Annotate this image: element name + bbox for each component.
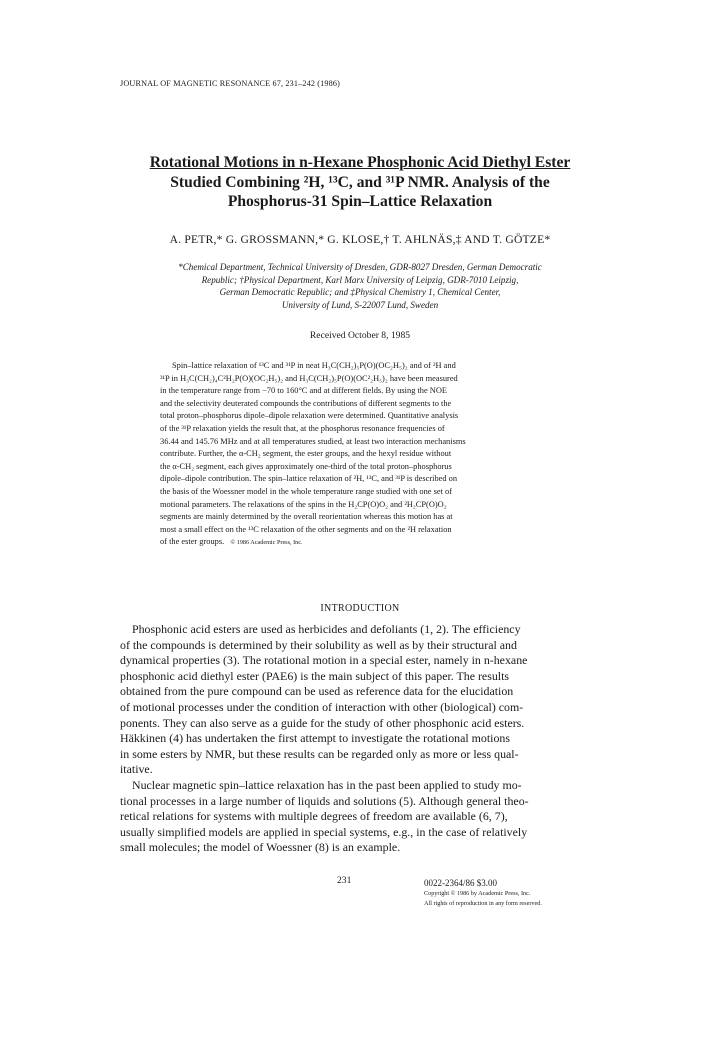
received-date: Received October 8, 1985 [309,330,411,341]
abstract-line: Spin–lattice relaxation of ¹³C and ³¹P in neat H₃C(CH₂)₅P(O)(OC₂H₅)₂ and of ²H and [172,361,456,370]
abstract-line: motional parameters. The relaxations of the spins in the H₂CP(O)O₂ and ²H₂CP(O)O₂ [160,499,447,509]
affiliation-line: *Chemical Department, Technical University of Dresden, GDR-8027 Dresden, German Democratic [178,262,542,272]
title-line: Phosphorus-31 Spin–Lattice Relaxation [227,193,493,210]
body-line: Phosphonic acid esters are used as herbicides and defoliants (1, 2). The efficiency [132,622,521,636]
body-line: in some esters by NMR, but these results can be regarded only as more or less qual- [120,746,519,761]
abstract-line: 36.44 and 145.76 MHz and at all temperatures studied, at least two interaction mechanisms [160,436,466,446]
body-line: dynamical properties (3). The rotational motion in a special ester, namely in n-hexane [120,653,528,668]
abstract-line: and the selectivity deuterated compounds the contributions of different segments to the [160,398,452,408]
body-line: itative. [120,762,153,777]
abstract-line: dipole–dipole contribution. The spin–lattice relaxation of ²H, ¹³C, and ³¹P is described on [160,474,458,484]
page-number: 231 [337,875,352,886]
abstract-line: segments are mainly determined by the overall reorientation whereas this motion has at [160,512,453,522]
abstract-line: contribute. Further, the α-CH₂ segment, the ester groups, and the hexyl residue without [160,449,452,459]
abstract-copyright: © 1986 Academic Press, Inc. [230,539,303,547]
abstract-line: the α-CH₂ segment, each gives approximately one-third of the total proton–phosphorus [160,461,452,471]
section-heading-introduction: INTRODUCTION [320,603,400,614]
abstract [160,360,584,550]
abstract-line: total proton–phosphorus dipole–dipole relaxation were determined. Quantitative analysis [160,411,459,421]
article-title [120,153,600,212]
abstract-line: of the ³¹P relaxation yields the result that, at the phosphorus resonance frequencies of [160,423,445,433]
affiliation-block [110,261,610,311]
abstract-line: ³¹P in H₃C(CH₂)₄C²H₂P(O)(OC₂H₅)₂ and H₃C(CH₂)₅P(O)(OC²₂H₅)₂ have been measured [160,373,458,383]
body-line: phosphonic acid diethyl ester (PAE6) is the main subject of this paper. The results [120,668,510,683]
author-list: A. PETR,* G. GROSSMANN,* G. KLOSE,† T. AHLNÄS,‡ AND T. GÖTZE* [169,233,551,246]
body-line: Häkkinen (4) has undertaken the first attempt to investigate the rotational motions [120,731,510,746]
body-line: obtained from the pure compound can be used as reference data for the elucidation [120,684,514,699]
abstract-line-text: of the ester groups. [160,537,225,547]
body-line: Nuclear magnetic spin–lattice relaxation has in the past been applied to study mo- [132,777,522,792]
body-line: tional processes in a large number of liquids and solutions (5). Although general theo- [120,793,529,808]
footer-copyright: Copyright © 1986 by Academic Press, Inc. [424,890,531,897]
abstract-line: the basis of the Woessner model in the whole temperature range studied with one set of [160,486,452,496]
abstract-line: most a small effect on the ¹³C relaxation of the other segments and on the ²H relaxation [160,524,452,534]
affiliation-line: German Democratic Republic; and ‡Physical Chemistry 1, Chemical Center, [219,287,501,298]
publication-footer [424,877,542,909]
body-line: small molecules; the model of Woessner (8) is an example. [120,840,401,855]
body-line: retical relations for systems with multiple degrees of freedom are available (6, 7), [120,809,508,824]
title-line: Rotational Motions in n-Hexane Phosphonic Acid Diethyl Ester [149,154,571,171]
affiliation-line: University of Lund, S-22007 Lund, Sweden [281,299,439,310]
abstract-last-line [160,536,584,550]
issn-price: 0022-2364/86 $3.00 [424,878,497,888]
body-line: of the compounds is determined by their solubility as well as by their structural and [120,637,517,652]
journal-header: JOURNAL OF MAGNETIC RESONANCE 67, 231–242 (1986) [120,79,340,88]
affiliation-line: Republic; †Physical Department, Karl Marx University of Leipzig, GDR-7010 Leipzig, [201,274,519,285]
body-text [120,622,600,856]
body-line: ponents. They can also serve as a guide for the study of other phosphonic acid esters. [120,715,525,730]
body-line: usually simplified models are applied in special systems, e.g., in the case of relatively [120,824,528,839]
body-line: of motional processes under the condition of interaction with other (biological) com- [120,699,524,714]
abstract-line: in the temperature range from −70 to 160°C and at different fields. By using the NOE [160,386,448,396]
footer-rights: All rights of reproduction in any form reserved. [424,900,542,907]
title-line: Studied Combining ²H, ¹³C, and ³¹P NMR. Analysis of the [170,173,550,191]
